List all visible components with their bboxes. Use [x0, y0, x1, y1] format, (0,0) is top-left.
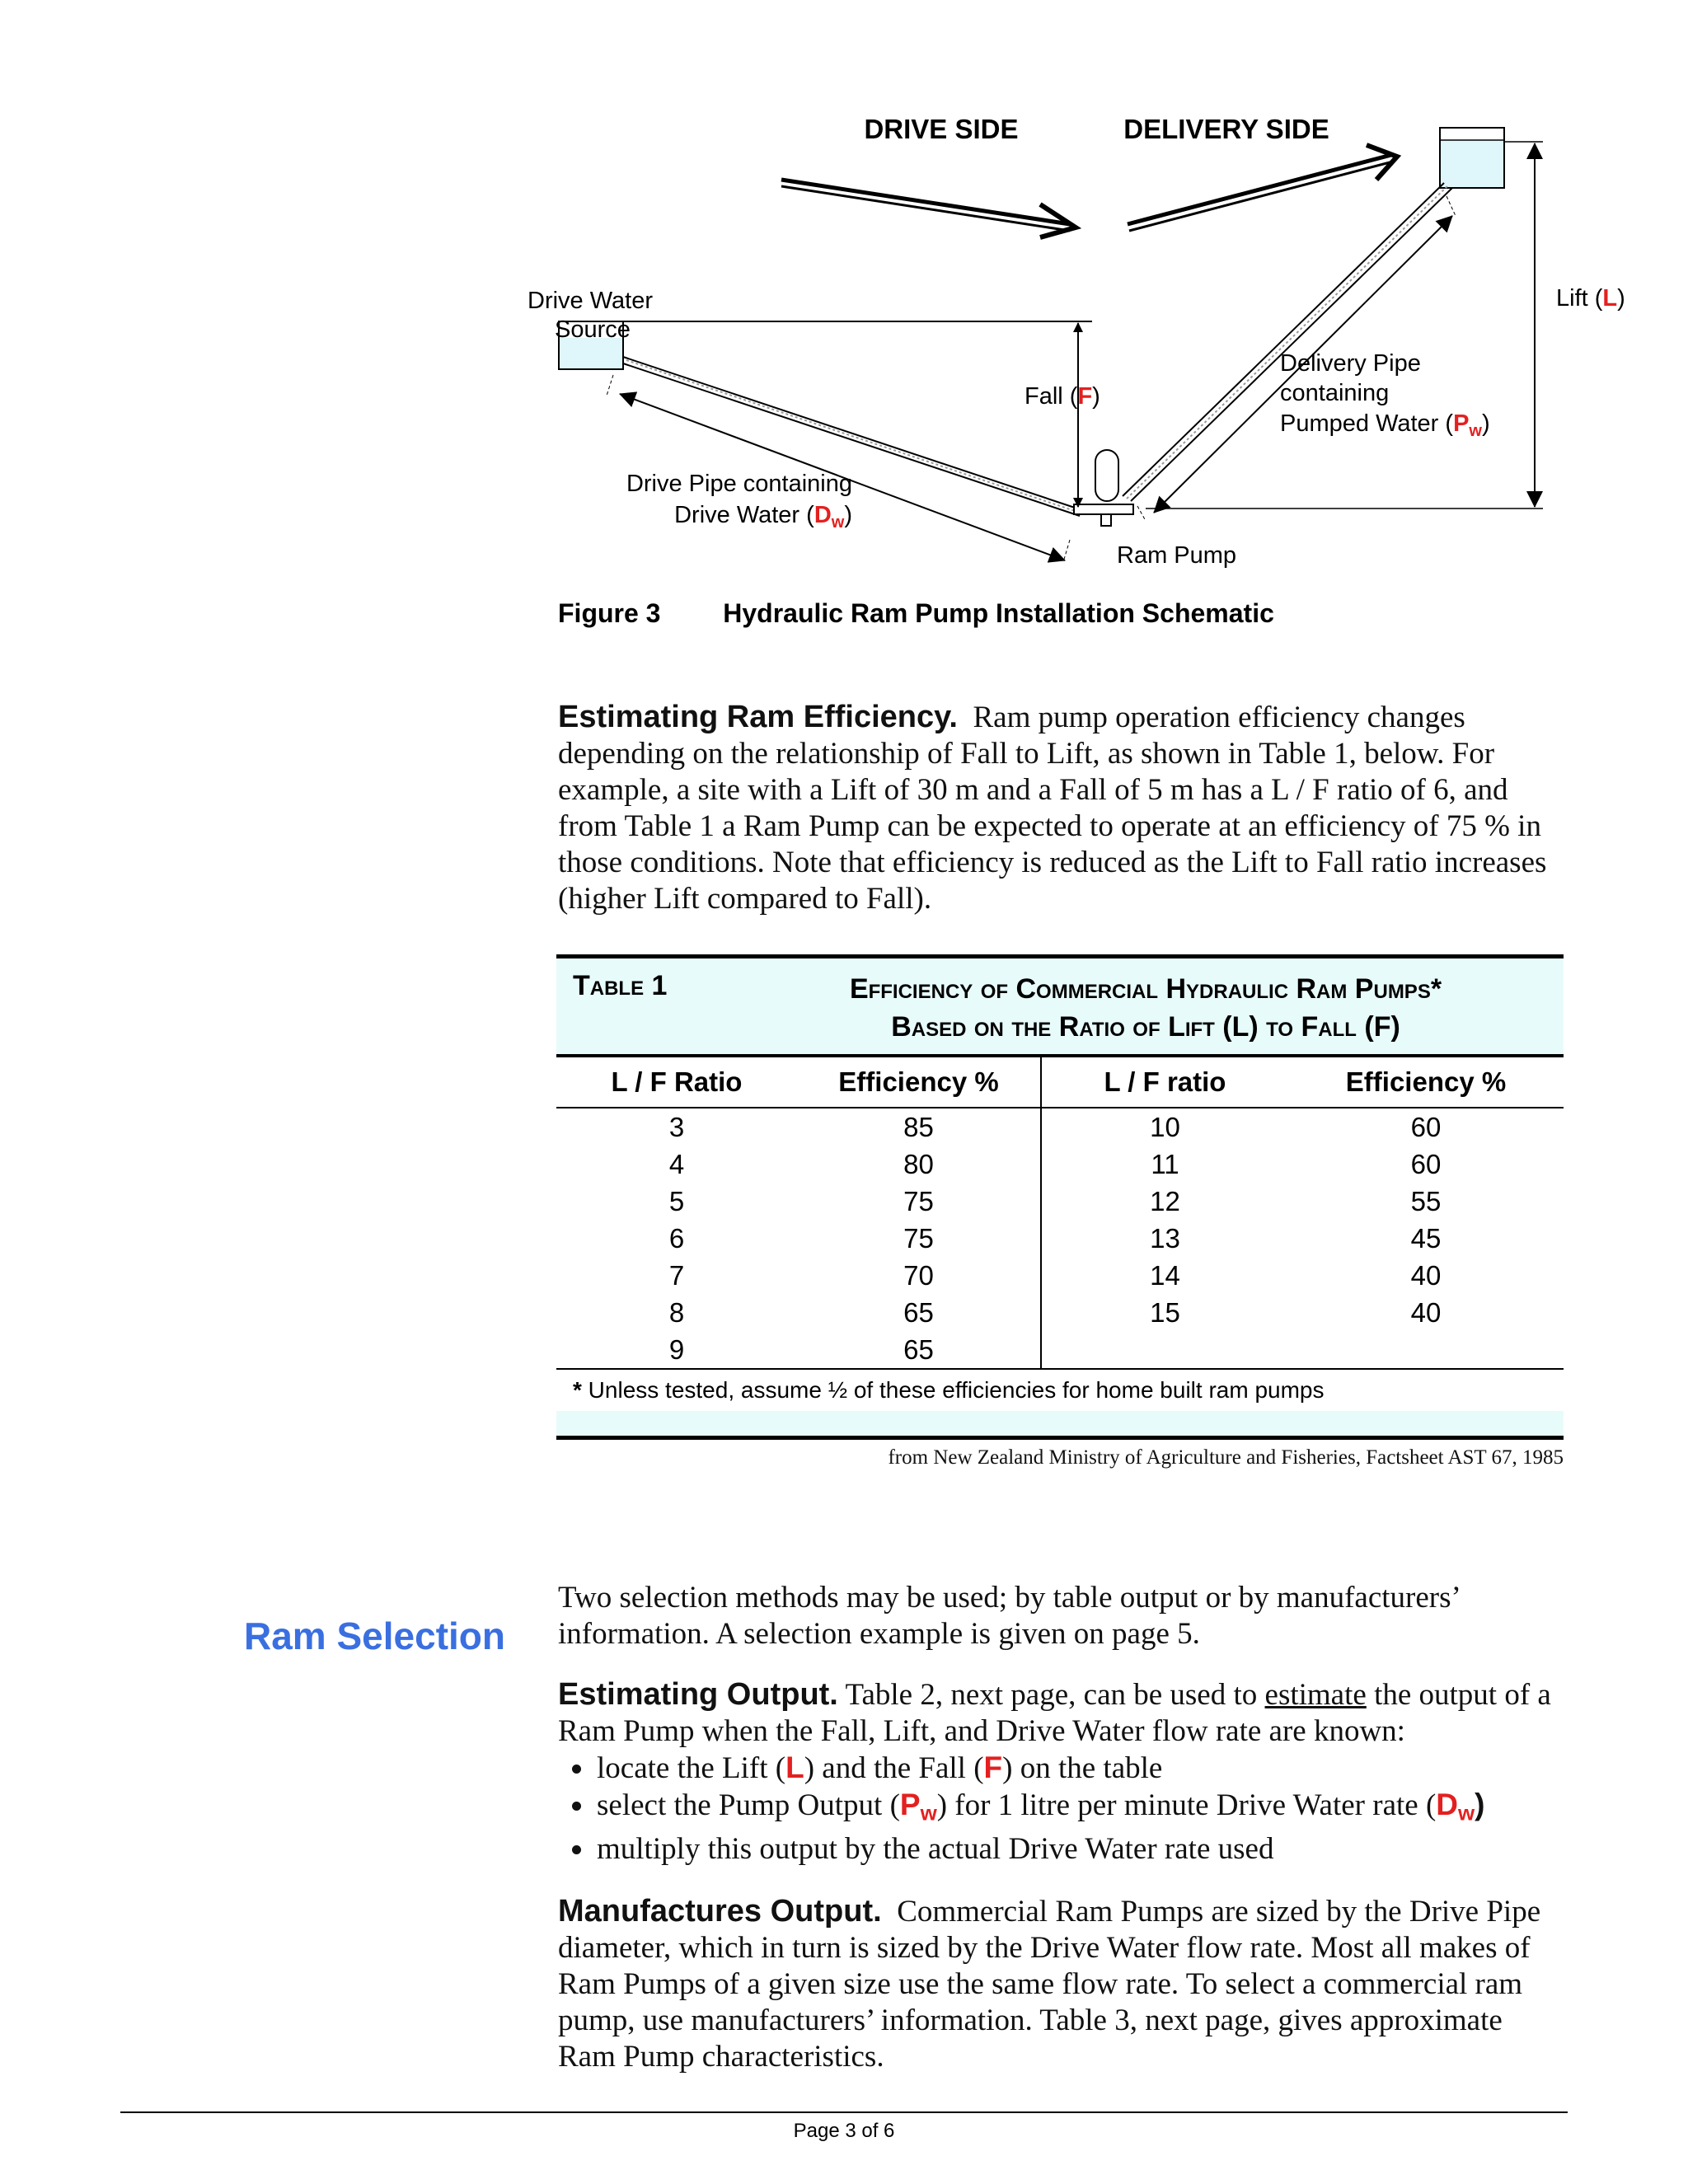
cell: 8	[668, 1297, 685, 1328]
cell: 7	[668, 1260, 685, 1291]
delivery-side-label: DELIVERY SIDE	[1123, 114, 1329, 144]
table-1-footnote-block	[556, 1368, 1564, 1440]
manufactures-text: Commercial Ram Pumps are sized by the Drive Pipe diameter, which in turn is sized by the Drive Water flow rate. Most all makes of Ram Pumps of a given size use the same flow rate. To select a commercial ram pump, use manufacturers’ information. Table 3, next page, gives approximate Ram Pump characteristics.	[558, 1895, 1541, 2074]
col-header-efficiency-2: Efficiency %	[1345, 1066, 1507, 1097]
drive-pipe-label-2: Drive Water $(D_w)$	[674, 502, 852, 532]
cell: 70	[797, 1257, 1041, 1294]
figure-caption-text: Hydraulic Ram Pump Installation Schematic	[723, 598, 1274, 628]
delivery-pipe-label-2: containing	[1280, 380, 1390, 406]
table-row	[556, 1257, 1564, 1294]
ram-pump-unit	[1074, 450, 1133, 526]
cell: 75	[797, 1220, 1041, 1257]
efficiency-paragraph	[558, 699, 1564, 917]
cell: 65	[797, 1331, 1041, 1368]
table-row	[556, 1294, 1564, 1331]
cell: 13	[1150, 1223, 1180, 1254]
cell: 60	[1410, 1112, 1442, 1142]
table-1	[556, 954, 1564, 1476]
cell	[1041, 1331, 1288, 1368]
cell: 80	[797, 1146, 1041, 1183]
output-heading: Estimating Output.	[558, 1677, 838, 1712]
cell: 75	[797, 1183, 1041, 1220]
list-item: • select the Pump Output $(P_w)$ for 1 litre per minute Drive Water rate $(D_w)$	[595, 1787, 1564, 1831]
table-1-label: Table 1	[573, 970, 668, 1001]
ram-selection-intro: Two selection methods may be used; by table output or by manufacturers’ information. A selection example is given on page 5.	[558, 1581, 1460, 1651]
cell: 40	[1410, 1260, 1442, 1291]
page-number: Page 3 of 6	[793, 2120, 895, 2142]
ram-pump-schematic	[0, 0, 1688, 593]
table-row	[556, 1108, 1564, 1146]
list-item: • multiply this output by the actual Drive Water rate used	[595, 1831, 1564, 1868]
output-paragraph: Estimating Output. Table 2, next page, can be used to estimate the output of a Ram Pump when the Fall, Lift, and Drive Water flow rate are known:	[558, 1677, 1551, 1748]
delivery-side-arrow	[1128, 145, 1397, 231]
delivery-pipe-label-1: Delivery Pipe	[1280, 350, 1421, 377]
table-1-title-line2: Based on the Ratio of Lift (L) to Fall (F)	[891, 1011, 1400, 1043]
table-1-header-row	[556, 1057, 1564, 1108]
cell: 55	[1410, 1186, 1442, 1216]
manufactures-heading: Manufactures Output.	[558, 1894, 882, 1929]
cell: 60	[1410, 1149, 1442, 1179]
delivery-pipe	[1123, 183, 1452, 501]
cell: 6	[668, 1223, 685, 1254]
cell: 65	[797, 1294, 1041, 1331]
table-row	[556, 1220, 1564, 1257]
cell: 9	[668, 1334, 685, 1365]
cell	[1288, 1331, 1564, 1368]
table-1-title	[734, 970, 1558, 1046]
table-1-title-block	[556, 954, 1564, 1057]
ram-pump-label: Ram Pump	[1117, 542, 1237, 569]
lift-label: Lift (L)	[1556, 285, 1625, 312]
cell: 3	[668, 1112, 685, 1142]
table-row	[556, 1183, 1564, 1220]
cell: 10	[1150, 1112, 1180, 1142]
drive-side-arrow	[781, 180, 1076, 237]
table-1-bottom-band	[556, 1411, 1564, 1440]
delivery-pipe-label-3: Pumped Water $(P_w)$	[1280, 410, 1490, 440]
cell: 5	[668, 1186, 685, 1216]
manufactures-paragraph	[558, 1893, 1564, 2075]
table-1-source: from New Zealand Ministry of Agriculture and Fisheries, Factsheet AST 67, 1985	[888, 1446, 1564, 1469]
efficiency-heading: Estimating Ram Efficiency.	[558, 700, 958, 734]
footer-rule	[120, 2111, 1568, 2113]
figure-caption	[558, 598, 1274, 629]
col-header-ratio-2: L / F ratio	[1104, 1066, 1226, 1097]
drive-pipe-label-1: Drive Pipe containing	[626, 471, 852, 497]
cell: 40	[1410, 1297, 1442, 1328]
output-section	[558, 1676, 1564, 1868]
ram-selection-heading: Ram Selection	[244, 1615, 505, 1657]
drive-water-source-label-2: Source	[555, 316, 631, 343]
cell: 14	[1150, 1260, 1180, 1291]
figure-caption-label: Figure 3	[558, 598, 661, 628]
cell: 85	[797, 1108, 1041, 1146]
fall-label: Fall (F)	[1025, 383, 1100, 410]
drive-water-source-label-1: Drive Water	[528, 288, 653, 314]
table-1-grid	[556, 1057, 1564, 1368]
cell: 11	[1151, 1149, 1179, 1179]
cell: 45	[1410, 1223, 1442, 1254]
table-1-title-line1: Efficiency of Commercial Hydraulic Ram Pumps*	[849, 973, 1442, 1005]
list-item: • locate the Lift (L) and the Fall (F) on the table	[595, 1750, 1564, 1787]
drive-side-label: DRIVE SIDE	[864, 114, 1019, 144]
cell: 12	[1150, 1186, 1180, 1216]
delivery-tank	[1440, 128, 1504, 188]
output-steps-list	[558, 1750, 1564, 1868]
col-header-efficiency-1: Efficiency %	[797, 1057, 1041, 1108]
efficiency-text: Ram pump operation efficiency changes depending on the relationship of Fall to Lift, as shown in Table 1, below. For example, a site with a Lift of 30 m and a Fall of 5 m has a L / F ratio of 6, and from Table 1 a Ram Pump can be expected to operate at an efficiency of 75 % in those conditions. Note that efficiency is reduced as the Lift to Fall ratio increases (higher Lift compared to Fall).	[558, 701, 1547, 916]
table-row	[556, 1331, 1564, 1368]
cell: 4	[668, 1149, 685, 1179]
table-1-footnote: * Unless tested, assume ½ of these efficiencies for home built ram pumps	[573, 1377, 1325, 1403]
col-header-ratio-1: L / F Ratio	[611, 1066, 743, 1097]
table-row	[556, 1146, 1564, 1183]
cell: 15	[1150, 1297, 1180, 1328]
